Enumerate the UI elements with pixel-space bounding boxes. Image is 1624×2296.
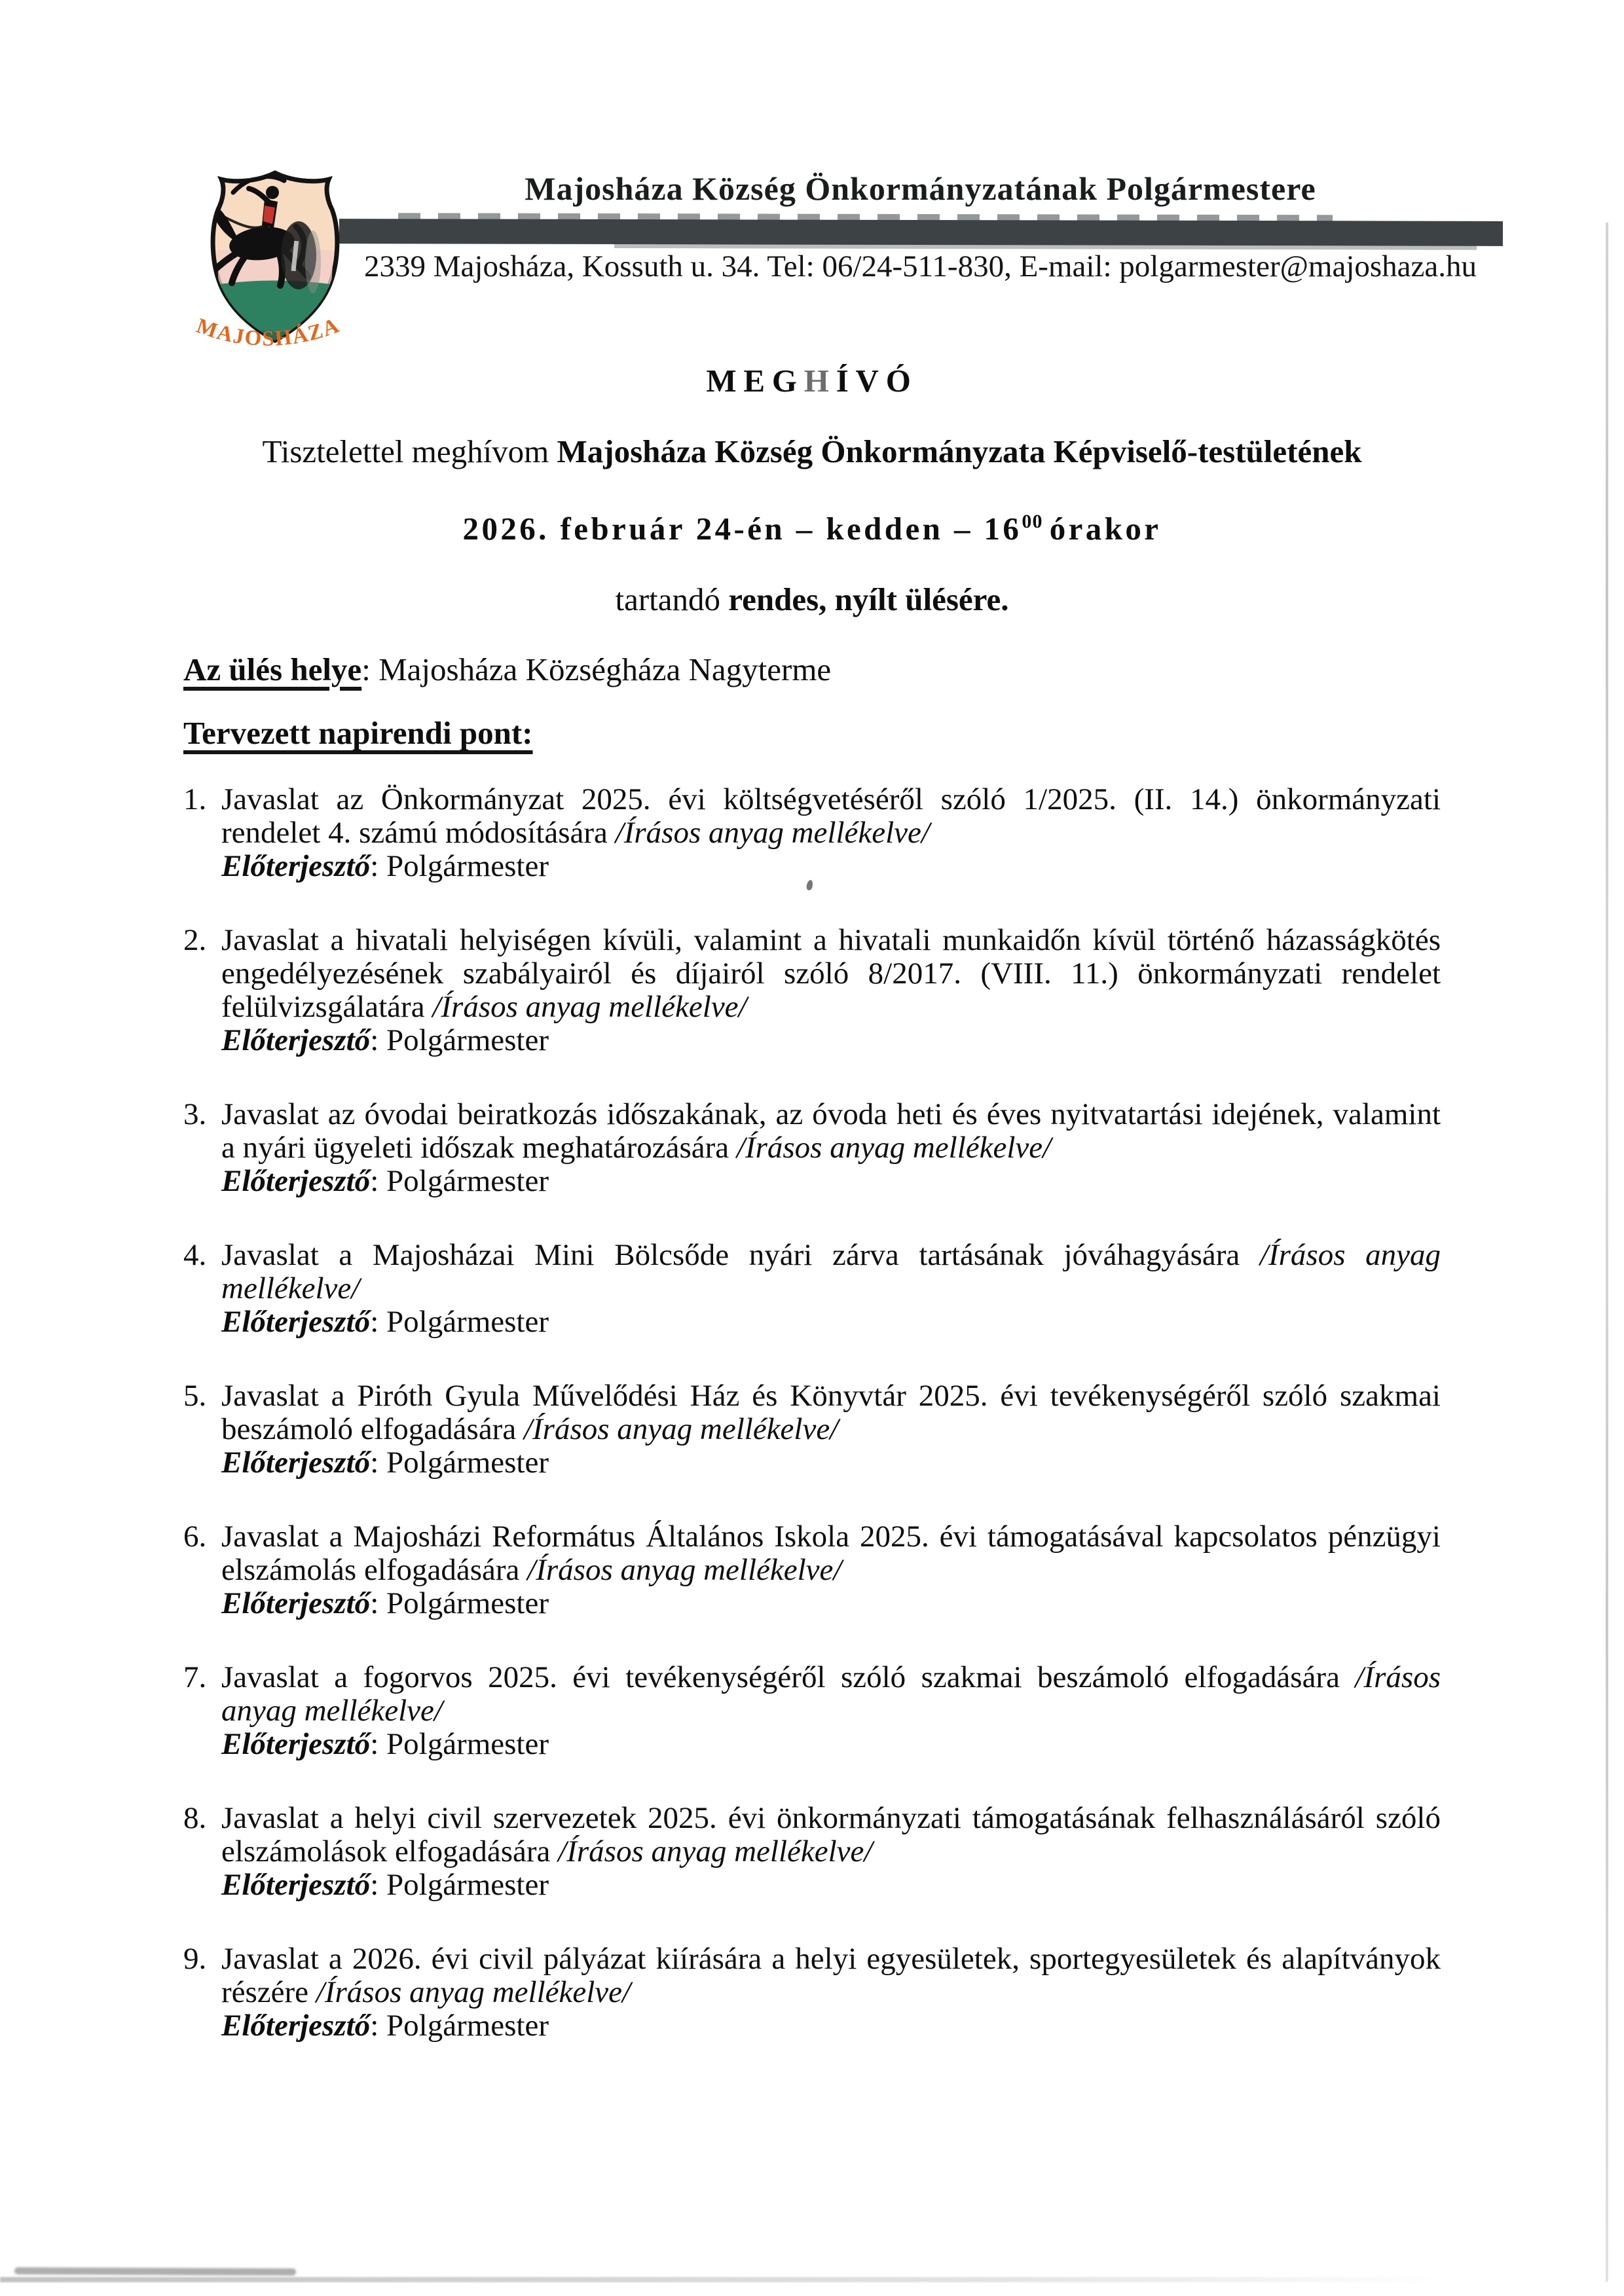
proposer-value: Polgármester <box>386 849 549 883</box>
agenda-item-attachment-note: /Írásos anyag mellékelve/ <box>316 1975 631 2009</box>
agenda-item-attachment-note: /Írásos anyag mellékelve/ <box>558 1834 873 1868</box>
agenda-item-text: Javaslat az óvodai beiratkozás időszakának, az óvoda heti és éves nyitvatartási idejének, valamint a nyári ügyeleti időszak meghatározására <box>221 1097 1441 1165</box>
proposer-separator: : <box>370 2009 386 2043</box>
proposer-label: Előterjesztő <box>221 849 371 883</box>
proposer-separator: : <box>370 849 386 883</box>
agenda-item-text: Javaslat a helyi civil szervezetek 2025. évi önkormányzati támogatásának felhasználásáról szóló elszámolások elfogadására <box>221 1801 1441 1868</box>
proposer-label: Előterjesztő <box>221 1164 371 1198</box>
datetime-main-text: 2026. február 24-én – kedden – 16 <box>462 511 1022 547</box>
proposer-value: Polgármester <box>386 1164 549 1198</box>
agenda-item-number: 5. <box>183 1379 207 1413</box>
proposer-separator: : <box>370 1164 386 1198</box>
document-title-part3: ÍVÓ <box>836 363 918 399</box>
proposer-value: Polgármester <box>386 1586 549 1620</box>
agenda-item-number: 1. <box>183 782 207 816</box>
agenda-item-attachment-note: /Írásos anyag mellékelve/ <box>615 816 930 850</box>
proposer-value: Polgármester <box>386 1446 549 1480</box>
document-title <box>183 363 1441 398</box>
agenda-item-number: 2. <box>183 923 207 957</box>
scan-artifact-vertical-line <box>1606 223 1608 2282</box>
proposer-value: Polgármester <box>386 1305 549 1339</box>
proposer-separator: : <box>370 1305 386 1339</box>
agenda-item-number: 8. <box>183 1801 207 1835</box>
letterhead-address: 2339 Majosháza, Kossuth u. 34. Tel: 06/24-511-830, E-mail: polgarmester@majoshaza.hu <box>363 249 1477 283</box>
agenda-item-number: 9. <box>183 1942 207 1976</box>
municipal-coat-of-arms-icon <box>191 164 359 367</box>
agenda-item-proposer <box>221 1446 1441 1480</box>
agenda-item-proposer <box>221 1024 1441 1057</box>
venue-value: Majosháza Községháza Nagyterme <box>378 651 832 687</box>
agenda-item-attachment-note: /Írásos anyag mellékelve/ <box>736 1131 1052 1165</box>
agenda-item-9 <box>183 1942 1441 2043</box>
agenda-item-text: Javaslat az Önkormányzat 2025. évi költségvetéséről szóló 1/2025. (II. 14.) önkormányzati rendelet 4. számú módosítására <box>221 782 1441 850</box>
agenda-item-text: Javaslat a fogorvos 2025. évi tevékenységéről szóló szakmai beszámoló elfogadására <box>221 1660 1356 1694</box>
agenda-item-proposer <box>221 1868 1441 1902</box>
agenda-item-attachment-note: /Írásos anyag mellékelve/ <box>523 1412 839 1446</box>
agenda-item-text: Javaslat a Piróth Gyula Művelődési Ház és Könyvtár 2025. évi tevékenységéről szóló szakmai beszámoló elfogadására <box>221 1379 1441 1446</box>
proposer-separator: : <box>370 1023 386 1057</box>
agenda-item-number: 4. <box>183 1238 207 1272</box>
proposer-value: Polgármester <box>386 2009 549 2043</box>
intro-bold-text: Majosháza Község Önkormányzata Képviselő-testületének <box>557 433 1362 469</box>
agenda-item-proposer <box>221 1305 1441 1339</box>
document-title-part2: H <box>803 363 836 399</box>
proposer-separator: : <box>370 1586 386 1620</box>
held-regular-text: tartandó <box>615 581 729 617</box>
agenda-item-number: 6. <box>183 1520 207 1554</box>
proposer-label: Előterjesztő <box>221 1727 371 1761</box>
agenda-item-3 <box>183 1098 1441 1198</box>
proposer-label: Előterjesztő <box>221 1446 371 1480</box>
logo-caption: MAJOSHÁZA <box>193 313 344 351</box>
agenda-item-proposer <box>221 1587 1441 1620</box>
proposer-separator: : <box>370 1727 386 1761</box>
proposer-separator: : <box>370 1868 386 1902</box>
agenda-item-2 <box>183 924 1441 1057</box>
scan-artifact-bottom-streak-dark <box>14 2267 296 2276</box>
letterhead-divider-bar <box>339 219 1503 246</box>
agenda-list <box>183 783 1441 2043</box>
agenda-item-attachment-note: /Írásos anyag mellékelve/ <box>221 1238 1441 1305</box>
agenda-item-attachment-note: /Írásos anyag mellékelve/ <box>432 990 747 1024</box>
proposer-label: Előterjesztő <box>221 1305 371 1339</box>
proposer-value: Polgármester <box>386 1868 549 1902</box>
meeting-datetime-line <box>183 504 1441 546</box>
venue-label: Az ülés helye <box>183 651 362 687</box>
proposer-separator: : <box>370 1446 386 1480</box>
agenda-heading-text: Tervezett napirendi pont: <box>183 715 533 751</box>
agenda-item-number: 7. <box>183 1660 207 1694</box>
proposer-label: Előterjesztő <box>221 2009 371 2043</box>
proposer-label: Előterjesztő <box>221 1586 371 1620</box>
proposer-label: Előterjesztő <box>221 1023 371 1057</box>
agenda-item-text: Javaslat a 2026. évi civil pályázat kiírására a helyi egyesületek, sportegyesületek és alapítványok részére <box>221 1942 1441 2009</box>
agenda-item-proposer <box>221 2009 1441 2043</box>
agenda-item-proposer <box>221 1728 1441 1761</box>
agenda-item-8 <box>183 1802 1441 1902</box>
proposer-value: Polgármester <box>386 1727 549 1761</box>
agenda-item-attachment-note: /Írásos anyag mellékelve/ <box>221 1660 1441 1728</box>
agenda-item-5 <box>183 1379 1441 1480</box>
datetime-tail-text: órakor <box>1049 511 1162 547</box>
agenda-item-text: Javaslat a Majosházi Református Általános Iskola 2025. évi támogatásával kapcsolatos pénzügyi elszámolás elfogadására <box>221 1520 1441 1587</box>
document-body <box>183 363 1441 2083</box>
datetime-superscript: 00 <box>1022 511 1043 532</box>
agenda-item-7 <box>183 1661 1441 1761</box>
agenda-item-number: 3. <box>183 1097 207 1131</box>
agenda-item-text: Javaslat a Majosházai Mini Bölcsőde nyári zárva tartásának jóváhagyására <box>221 1238 1260 1272</box>
agenda-heading <box>183 716 1441 750</box>
agenda-item-1 <box>183 783 1441 883</box>
agenda-item-proposer <box>221 850 1441 883</box>
agenda-item-attachment-note: /Írásos anyag mellékelve/ <box>527 1553 842 1587</box>
intro-regular-text: Tisztelettel meghívom <box>262 433 557 469</box>
invitation-intro-line <box>183 434 1441 469</box>
letterhead-title: Majosháza Község Önkormányzatának Polgármestere <box>525 170 1316 207</box>
agenda-item-text: Javaslat a hivatali helyiségen kívüli, valamint a hivatali munkaidőn kívül történő házasságkötés engedélyezésének szabályairól és díjairól szóló 8/2017. (VIII. 11.) önkormányzati rendelet felülvizsgálatára <box>221 923 1441 1024</box>
agenda-item-proposer <box>221 1165 1441 1198</box>
document-title-part1: MEG <box>706 363 804 399</box>
meeting-type-line <box>183 582 1441 617</box>
venue-separator: : <box>361 651 379 687</box>
scan-artifact-bottom-streak-light <box>0 2277 1447 2282</box>
held-bold-text: rendes, nyílt ülésére. <box>728 581 1009 617</box>
agenda-item-6 <box>183 1520 1441 1620</box>
proposer-label: Előterjesztő <box>221 1868 371 1902</box>
agenda-item-4 <box>183 1239 1441 1339</box>
proposer-value: Polgármester <box>386 1023 549 1057</box>
meeting-venue-line <box>183 652 1441 687</box>
